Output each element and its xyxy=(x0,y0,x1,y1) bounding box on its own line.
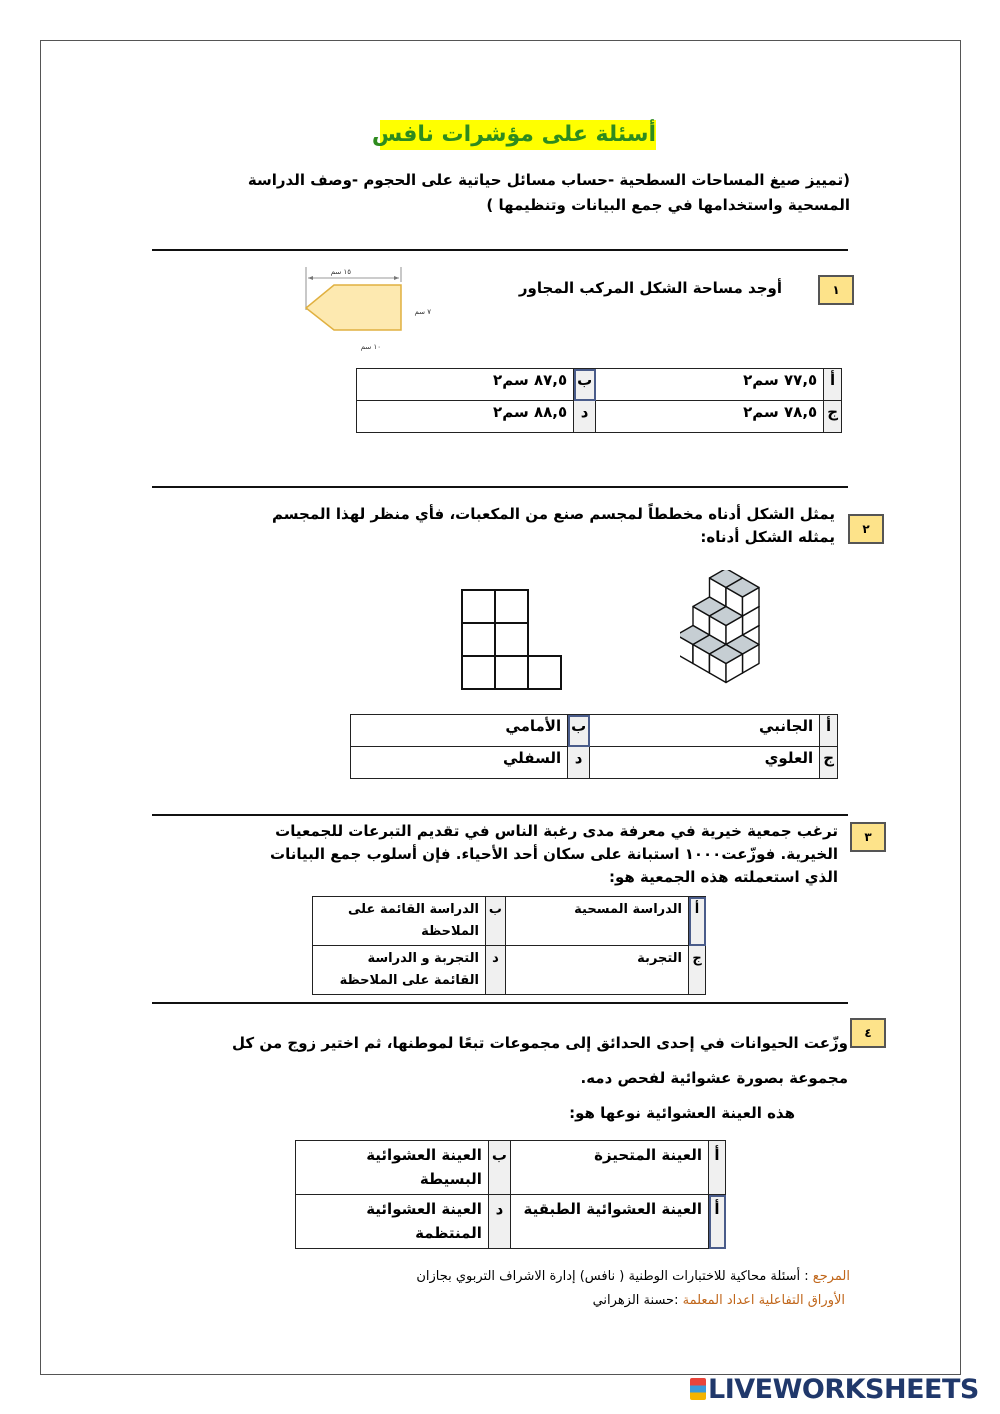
question-4-line-3: هذه العينة العشوائية نوعها هو: xyxy=(569,1104,795,1122)
option-d[interactable]: ٨٨,٥ سم٢ xyxy=(357,401,574,433)
option-c[interactable]: العلوي xyxy=(590,747,820,779)
option-c[interactable]: ٧٨,٥ سم٢ xyxy=(596,401,824,433)
option-a[interactable]: العينة المتحيزة xyxy=(511,1141,709,1195)
option-b[interactable]: العينة العشوائية البسيطة xyxy=(296,1141,489,1195)
question-2-text: يمثل الشكل أدناه مخططاً لمجسم صنع من المكعبات، فأي منظر لهذا المجسم يمثله الشكل أدناه: xyxy=(272,505,835,546)
question-number-4: ٤ xyxy=(850,1018,886,1048)
option-a[interactable]: ٧٧,٥ سم٢ xyxy=(596,369,824,401)
divider xyxy=(152,249,848,251)
option-letter: د xyxy=(574,401,596,433)
option-a[interactable]: الدراسة المسحية xyxy=(506,897,689,946)
author-text: :حسنة الزهراني xyxy=(592,1293,683,1308)
logo-text: LIVEWORKSHEETS xyxy=(708,1374,979,1405)
question-3-text: ترغب جمعية خيرية في معرفة مدى رغبة الناس في تقديم التبرعات للجمعيات الخيرية. فوزّعت١٠٠٠ استبانة على سكان أحد الأحياء. فإن أسلوب جمع البيانات الذي استعملته هذه الجمعية هو: xyxy=(270,822,838,886)
option-letter: ب xyxy=(488,1141,510,1195)
bottom-dimension: ١٠ سم xyxy=(360,343,381,351)
top-dimension: ١٥ سم xyxy=(330,268,351,276)
view-grid-figure xyxy=(458,586,568,696)
option-letter[interactable]: أ xyxy=(709,1195,726,1249)
side-dimension: ٧ سم xyxy=(414,308,431,316)
reference-label: المرجع xyxy=(812,1269,850,1284)
option-a[interactable]: الجانبي xyxy=(590,715,820,747)
question-number-2: ٢ xyxy=(848,514,884,544)
author-line xyxy=(245,1290,845,1312)
page-title: أسئلة على مؤشرات نافس xyxy=(380,120,656,150)
divider xyxy=(152,486,848,488)
question-4-line-1: وزّعت الحيوانات في إحدى الحدائق إلى مجموعات تبعًا لموطنها، ثم اختير زوج من كل xyxy=(232,1034,848,1052)
reference-line xyxy=(70,1266,850,1288)
option-letter: أ xyxy=(709,1141,726,1195)
question-1-options xyxy=(356,368,842,433)
option-d[interactable]: السفلي xyxy=(351,747,568,779)
question-4-options xyxy=(295,1140,726,1249)
option-letter: ج xyxy=(689,946,706,995)
question-3-options xyxy=(312,896,706,995)
reference-text: : أسئلة محاكية للاختبارات الوطنية ( نافس) إدارة الاشراف التربوي بجازان xyxy=(416,1269,813,1284)
question-4-line-2: مجموعة بصورة عشوائية لفحص دمه. xyxy=(580,1069,848,1087)
option-letter[interactable]: أ xyxy=(689,897,706,946)
option-letter: د xyxy=(488,1195,510,1249)
option-c[interactable]: التجربة xyxy=(506,946,689,995)
option-d[interactable]: التجربة و الدراسة القائمة على الملاحظة xyxy=(313,946,486,995)
question-2-options xyxy=(350,714,838,779)
option-letter[interactable]: ب xyxy=(574,369,596,401)
question-1-text: أوجد مساحة الشكل المركب المجاور xyxy=(518,279,782,297)
option-letter: ب xyxy=(485,897,505,946)
option-c[interactable]: العينة العشوائية الطبقية xyxy=(511,1195,709,1249)
divider xyxy=(152,814,848,816)
option-d[interactable]: العينة العشوائية المنتظمة xyxy=(296,1195,489,1249)
option-letter[interactable]: ب xyxy=(568,715,590,747)
author-label: الأوراق التفاعلية اعداد المعلمة xyxy=(682,1293,845,1308)
logo-icon xyxy=(690,1378,706,1400)
divider xyxy=(152,1002,848,1004)
option-letter: ج xyxy=(824,401,842,433)
option-letter: د xyxy=(568,747,590,779)
option-b[interactable]: ٨٧,٥ سم٢ xyxy=(357,369,574,401)
option-letter: د xyxy=(485,946,505,995)
composite-shape-figure xyxy=(296,262,446,357)
option-letter: ج xyxy=(820,747,838,779)
shape-polygon xyxy=(306,285,401,330)
option-b[interactable]: الأمامي xyxy=(351,715,568,747)
cube-solid-figure xyxy=(680,570,790,700)
question-number-1: ١ xyxy=(818,275,854,305)
option-b[interactable]: الدراسة القائمة على الملاحظة xyxy=(313,897,486,946)
question-number-3: ٣ xyxy=(850,822,886,852)
option-letter: أ xyxy=(820,715,838,747)
liveworksheets-logo xyxy=(690,1374,979,1405)
option-letter: أ xyxy=(824,369,842,401)
subtitle: (تمييز صيغ المساحات السطحية -حساب مسائل حياتية على الحجوم -وصف الدراسة المسحية واستخدامها في جمع البيانات وتنظيمها ) xyxy=(247,171,850,214)
